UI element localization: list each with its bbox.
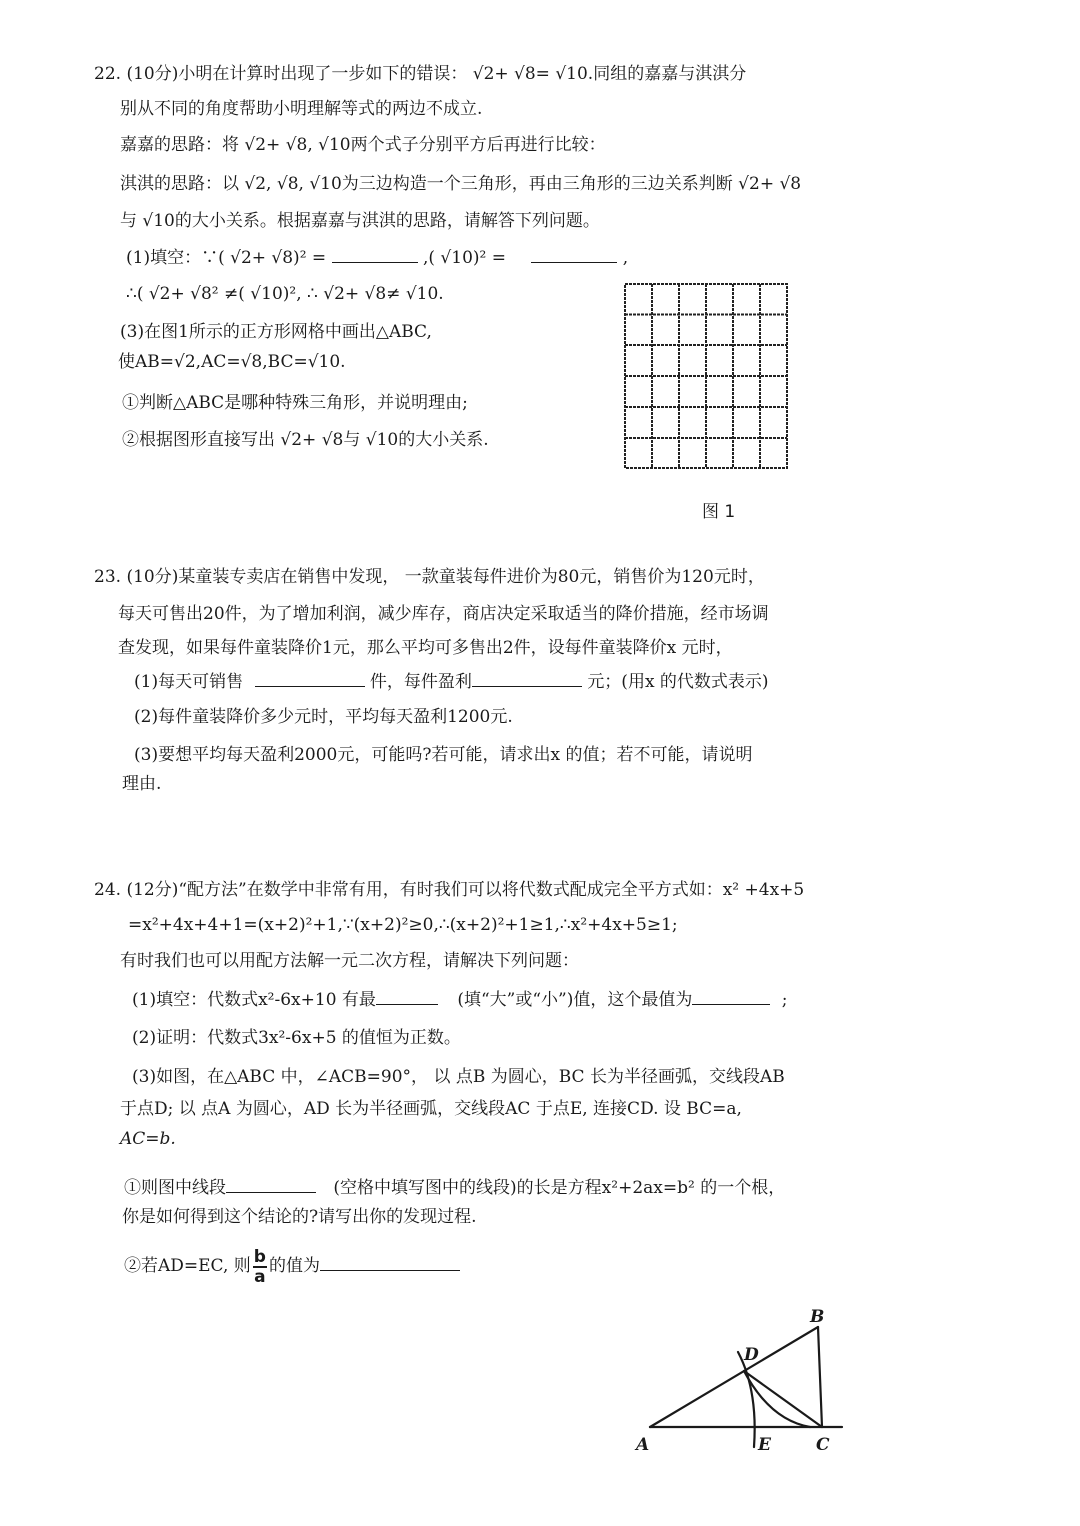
q23-part3: (3)要想平均每天盈利2000元，可能吗?若可能，请求出x 的值；若不可能，请说明 <box>134 745 753 765</box>
label-D: D <box>744 1345 759 1365</box>
q24-part3: (3)如图，在△ABC 中，∠ACB=90°， 以 点B 为圆心，BC 长为半径画弧，交线段AB <box>132 1067 785 1087</box>
q23-part2: (2)每件童装降价多少元时，平均每天盈利1200元. <box>134 707 513 727</box>
answer-blank[interactable] <box>320 1254 460 1271</box>
q22-part1-label: (1)填空：∵( √2+ √8)² = <box>126 248 327 268</box>
fraction-numerator: b <box>253 1246 266 1267</box>
q23-part3-cont: 理由. <box>122 774 162 794</box>
q23-header: 23. (10分)某童装专卖店在销售中发现， 一款童装每件进价为80元，销售价为120元时， <box>94 567 765 587</box>
q22-text: 别从不同的角度帮助小明理解等式的两边不成立. <box>120 99 483 119</box>
q24-text: 有时我们也可以用配方法解一元二次方程，请解决下列问题： <box>120 951 579 971</box>
q22-jiajia-idea: 嘉嘉的思路：将 √2+ √8, √10两个式子分别平方后再进行比较： <box>120 135 606 155</box>
q22-part3-cond: 使AB=√2,AC=√8,BC=√10. <box>118 352 346 372</box>
q23-part1-end: 元；(用x 的代数式表示) <box>587 672 769 692</box>
label-A: A <box>636 1435 650 1455</box>
q24-part1-end: ; <box>781 990 788 1010</box>
figure-1-caption: 图 1 <box>702 502 736 522</box>
q24-part1-mid: (填“大”或“小”)值，这个最值为 <box>457 990 693 1010</box>
q22-qiqi-idea: 淇淇的思路：以 √2, √8, √10为三边构造一个三角形，再由三角形的三边关系判断 √2+ √8 <box>120 174 802 194</box>
q24-example: =x²+4x+4+1=(x+2)²+1,∵(x+2)²≥0,∴(x+2)²+1≥1,∴x²+4x+5≥1; <box>128 915 678 935</box>
answer-blank[interactable] <box>376 988 438 1005</box>
q23-text: 每天可售出20件，为了增加利润，减少库存，商店决定采取适当的降价措施，经市场调 <box>118 604 769 624</box>
q24-sub1-text: (空格中填写图中的线段)的长是方程x²+2ax=b² 的一个根， <box>333 1178 786 1198</box>
answer-blank[interactable] <box>226 1176 316 1193</box>
q22-part3: (3)在图1所示的正方形网格中画出△ABC, <box>120 322 432 342</box>
square-grid-figure <box>624 283 788 469</box>
q22-part3-sub1: ①判断△ABC是哪种特殊三角形，并说明理由; <box>122 393 468 413</box>
q23-part1 <box>134 670 769 693</box>
fraction-denominator: a <box>254 1266 266 1287</box>
q24-sub2-text: 的值为 <box>268 1256 320 1276</box>
answer-blank[interactable] <box>531 246 617 263</box>
fraction-b-over-a <box>253 1248 267 1286</box>
q24-part1-label: (1)填空：代数式x²-6x+10 有最 <box>132 990 376 1010</box>
q24-part3-cont: 于点D; 以 点A 为圆心，AD 长为半径画弧，交线段AC 于点E, 连接CD. 设 BC=a, <box>120 1099 742 1119</box>
q24-sub1-cont: 你是如何得到这个结论的?请写出你的发现过程. <box>122 1207 477 1227</box>
q24-part3-cont: AC=b. <box>120 1129 176 1149</box>
answer-blank[interactable] <box>692 988 770 1005</box>
q24-part1 <box>132 988 788 1011</box>
q23-part1-mid: 件，每件盈利 <box>369 672 472 692</box>
q24-sub1 <box>124 1176 785 1199</box>
answer-blank[interactable] <box>332 246 418 263</box>
q22-part1 <box>126 246 628 269</box>
answer-blank[interactable] <box>472 670 582 687</box>
q24-sub2-label: ②若AD=EC, 则 <box>124 1256 251 1276</box>
q24-sub2 <box>124 1246 460 1286</box>
q22-part2: ∴( √2+ √8² ≠( √10)², ∴ √2+ √8≠ √10. <box>126 284 444 304</box>
q23-text: 查发现，如果每件童装降价1元，那么平均可多售出2件，设每件童装降价x 元时， <box>118 638 733 658</box>
q22-part3-sub2: ②根据图形直接写出 √2+ √8与 √10的大小关系. <box>122 430 489 450</box>
q23-part1-label: (1)每天可销售 <box>134 672 244 692</box>
label-E: E <box>758 1435 771 1455</box>
label-B: B <box>810 1307 825 1327</box>
q22-part1-end: , <box>622 248 629 268</box>
q22-part1-mid: ,( √10)² = <box>422 248 506 268</box>
q22-text: 与 √10的大小关系。根据嘉嘉与淇淇的思路，请解答下列问题。 <box>120 211 600 231</box>
triangle-abc-figure <box>630 1300 860 1460</box>
q24-part2: (2)证明：代数式3x²-6x+5 的值恒为正数。 <box>132 1028 461 1048</box>
q22-header: 22. (10分)小明在计算时出现了一步如下的错误： √2+ √8= √10.同组的嘉嘉与淇淇分 <box>94 64 747 84</box>
q24-sub1-label: ①则图中线段 <box>124 1178 226 1198</box>
label-C: C <box>816 1435 830 1455</box>
q24-header: 24. (12分)“配方法”在数学中非常有用，有时我们可以将代数式配成完全平方式如：x² +4x+5 <box>94 880 805 900</box>
answer-blank[interactable] <box>255 670 365 687</box>
